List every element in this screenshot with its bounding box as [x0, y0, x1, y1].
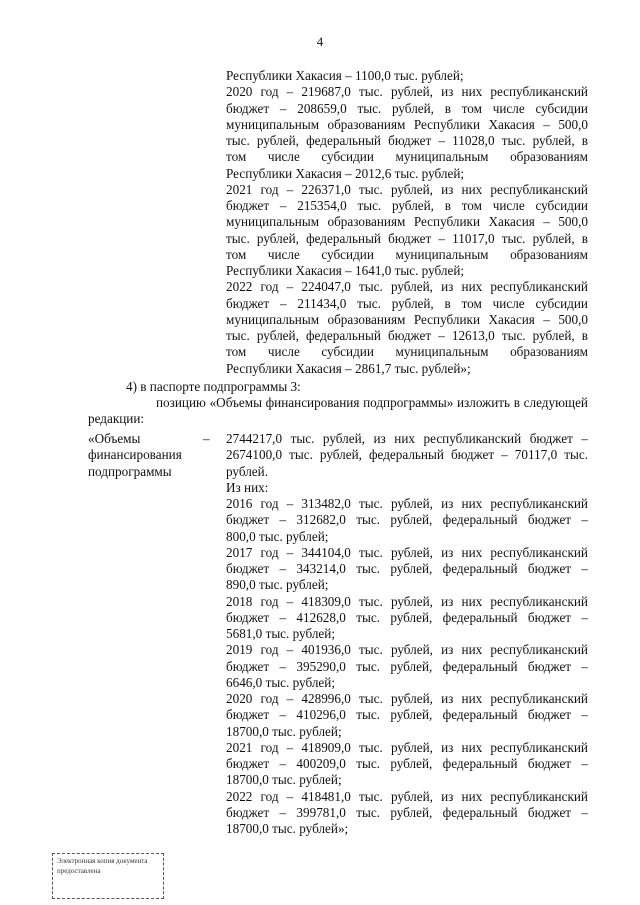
text-line: муниципальным образованиям Республики Хакасия – 500,0 [226, 116, 588, 132]
stamp-line: предоставлена [57, 867, 101, 875]
text-line: 2744217,0 тыс. рублей, из них республиканский бюджет – [226, 431, 588, 446]
text-line: 800,0 тыс. рублей; [226, 528, 329, 544]
text-line: бюджет – 400209,0 тыс. рублей, федеральный бюджет – [226, 756, 588, 771]
text-line: 6646,0 тыс. рублей; [226, 674, 336, 690]
text-line: Республики Хакасия – 2012,6 тыс. рублей; [226, 165, 465, 181]
text-line: 2021 год – 226371,0 тыс. рублей, из них республиканский [226, 181, 588, 197]
text-line: бюджет – 343214,0 тыс. рублей, федеральный бюджет – [226, 561, 588, 576]
text-line: 2020 год – 428996,0 тыс. рублей, из них республиканский [226, 691, 588, 706]
text-line: бюджет – 215354,0 тыс. рублей, в том числе субсидии [226, 198, 588, 213]
label-line: финансирования [88, 447, 182, 463]
text-line: бюджет – 208659,0 тыс. рублей, в том числе субсидии [226, 100, 588, 116]
label-line: подпрограммы [88, 463, 172, 479]
text-line: Республики Хакасия – 1100,0 тыс. рублей; [226, 68, 464, 83]
text-line: тыс. рублей, федеральный бюджет – 11017,0 тыс. рублей, в [226, 230, 588, 246]
text-line: бюджет – 395290,0 тыс. рублей, федеральный бюджет – [226, 658, 588, 674]
text-line: 2018 год – 418309,0 тыс. рублей, из них республиканский [226, 593, 588, 609]
text-line: позицию «Объемы финансирования подпрограммы» изложить в следующей [156, 395, 588, 410]
text-line: 2019 год – 401936,0 тыс. рублей, из них республиканский [226, 642, 588, 658]
text-line: бюджет – 412628,0 тыс. рублей, федеральный бюджет – [226, 609, 588, 625]
text-line: бюджет – 410296,0 тыс. рублей, федеральный бюджет – [226, 707, 588, 723]
text-line: 5681,0 тыс. рублей; [226, 626, 336, 641]
text-line: 18700,0 тыс. рублей»; [226, 821, 349, 836]
text-line: тыс. рублей, федеральный бюджет – 11028,0 тыс. рублей, в [226, 133, 588, 148]
label-line: «Объемы [88, 431, 141, 446]
text-line: бюджет – 211434,0 тыс. рублей, в том числе субсидии [226, 295, 588, 311]
subprogram-2-funding-continuation [226, 68, 588, 377]
text-line: муниципальным образованиям Республики Хакасия – 500,0 [226, 311, 588, 327]
text-line: 2674100,0 тыс. рублей, федеральный бюджет – 70117,0 тыс. [226, 447, 588, 463]
item-4-heading: 4) в паспорте подпрограммы 3: [126, 379, 301, 394]
text-line: муниципальным образованиям Республики Хакасия – 500,0 [226, 214, 588, 230]
text-line: том числе субсидии муниципальным образованиям [226, 246, 588, 262]
stamp-line: Электронная копия документа [57, 857, 148, 865]
page-number: 4 [316, 34, 324, 49]
text-line: 18700,0 тыс. рублей; [226, 723, 342, 739]
text-line: том числе субсидии муниципальным образованиям [226, 344, 588, 360]
label-dash: – [203, 431, 210, 446]
text-line: тыс. рублей, федеральный бюджет – 12613,0 тыс. рублей, в [226, 328, 588, 343]
funding-label [88, 431, 200, 480]
text-line: Республики Хакасия – 2861,7 тыс. рублей»; [226, 360, 471, 376]
subprogram-3-funding-text [226, 431, 588, 837]
text-line: 2020 год – 219687,0 тыс. рублей, из них республиканский [226, 84, 588, 100]
text-line: Республики Хакасия – 1641,0 тыс. рублей; [226, 263, 465, 278]
text-line: том числе субсидии муниципальным образованиям [226, 149, 588, 165]
text-line: редакции: [88, 411, 145, 427]
text-line: 2022 год – 418481,0 тыс. рублей, из них республиканский [226, 788, 588, 804]
text-line: 2021 год – 418909,0 тыс. рублей, из них республиканский [226, 739, 588, 755]
position-instruction [88, 395, 588, 428]
text-line: Из них: [226, 479, 269, 495]
text-line: 18700,0 тыс. рублей; [226, 772, 342, 788]
official-copy-stamp [52, 853, 164, 899]
text-line: 2016 год – 313482,0 тыс. рублей, из них республиканский [226, 496, 588, 511]
text-line: рублей. [226, 463, 269, 479]
text-line: бюджет – 399781,0 тыс. рублей, федеральный бюджет – [226, 804, 588, 820]
text-line: 890,0 тыс. рублей; [226, 577, 329, 593]
text-line: 2022 год – 224047,0 тыс. рублей, из них республиканский [226, 279, 588, 295]
text-line: 2017 год – 344104,0 тыс. рублей, из них республиканский [226, 544, 588, 560]
text-line: бюджет – 312682,0 тыс. рублей, федеральный бюджет – [226, 512, 588, 528]
